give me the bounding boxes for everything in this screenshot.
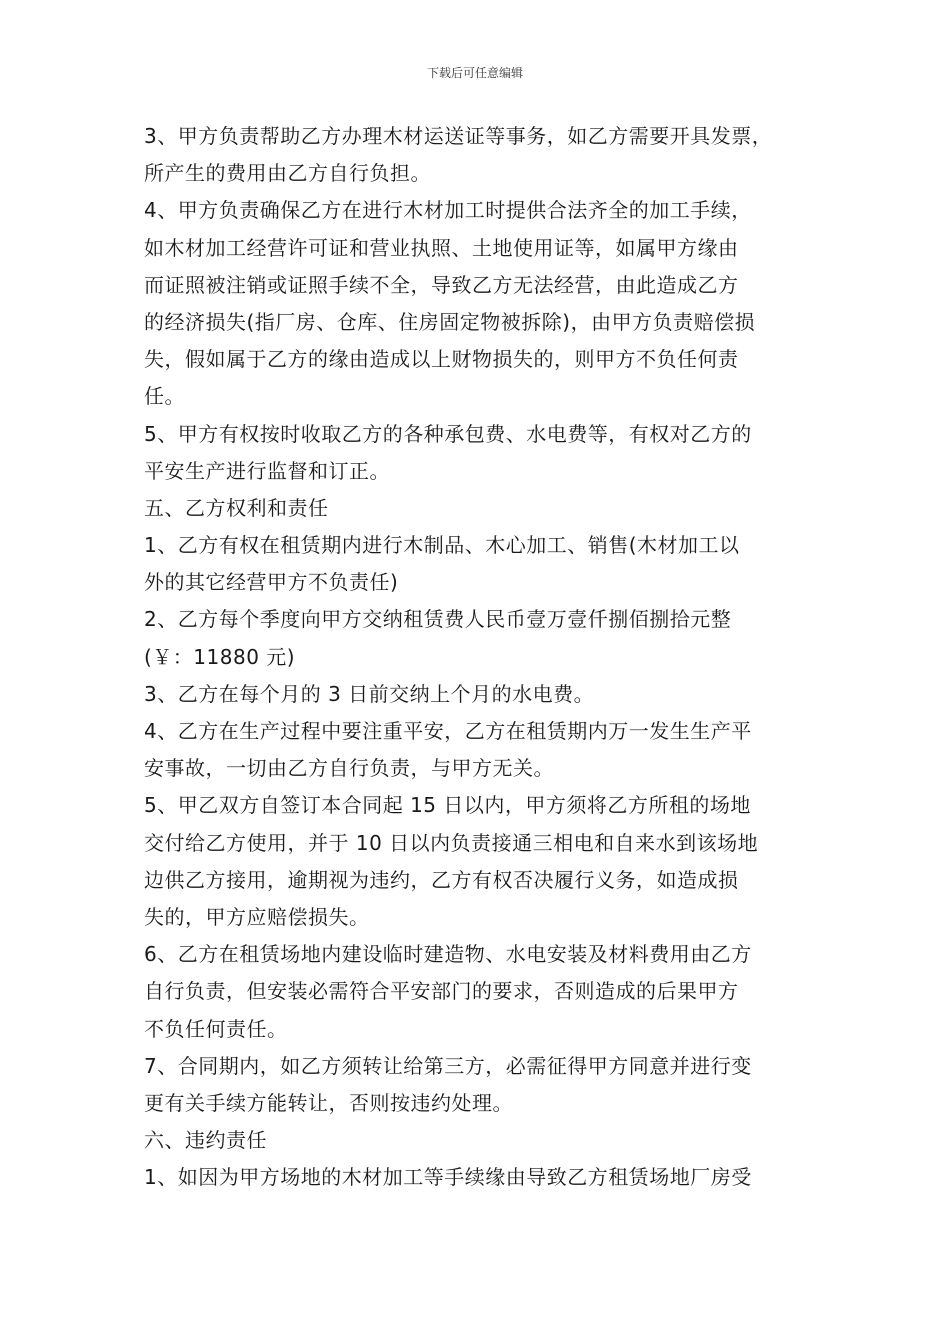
text-line: 7、合同期内，如乙方须转让给第三方，必需征得甲方同意并进行变 [144,1053,752,1078]
document-body [144,118,814,1196]
text-line: 的经济损失(指厂房、仓库、住房固定物被拆除)，由甲方负责赔偿损 [144,309,756,334]
page-header: 下载后可任意编辑 [426,66,523,80]
text-line: 3、甲方负责帮助乙方办理木材运送证等事务，如乙方需要开具发票， [144,124,773,148]
text-line: 任。 [144,384,185,409]
text-line: 更有关手续方能转让，否则按违约处理。 [144,1090,513,1115]
text-line: 6、乙方在租赁场地内建设临时建造物、水电安装及材料费用由乙方 [144,942,752,967]
text-line: 所产生的费用由乙方自行负担。 [144,161,431,186]
text-line: 失，假如属于乙方的缘由造成以上财物损失的，则甲方不负任何责 [144,347,739,372]
text-line: 5、甲乙双方自签订本合同起 15 日以内，甲方须将乙方所租的场地 [144,793,751,818]
text-line: 失的，甲方应赔偿损失。 [144,904,370,929]
text-line: (￥：11880 元) [144,644,296,669]
text-line: 安事故，一切由乙方自行负责，与甲方无关。 [144,756,554,781]
text-line: 4、甲方负责确保乙方在进行木材加工时提供合法齐全的加工手续， [144,198,752,223]
text-line: 2、乙方每个季度向甲方交纳租赁费人民币壹万壹仟捌佰捌拾元整 [144,607,732,632]
text-line: 交付给乙方使用，并于 10 日以内负责接通三相电和自来水到该场地 [144,830,759,855]
text-line: 1、乙方有权在租赁期内进行木制品、木心加工、销售(木材加工以 [144,533,740,558]
text-line: 边供乙方接用，逾期视为违约，乙方有权否决履行义务，如造成损 [144,867,739,892]
text-line: 外的其它经营甲方不负责任) [144,570,399,595]
text-line: 5、甲方有权按时收取乙方的各种承包费、水电费等，有权对乙方的 [144,421,752,446]
text-line: 不负任何责任。 [144,1016,288,1041]
text-line: 自行负责，但安装必需符合平安部门的要求，否则造成的后果甲方 [144,979,739,1004]
section-heading: 六、违约责任 [144,1128,267,1153]
section-heading: 五、乙方权利和责任 [144,495,329,520]
text-line: 而证照被注销或证照手续不全，导致乙方无法经营，由此造成乙方 [144,272,739,297]
text-line: 如木材加工经营许可证和营业执照、土地使用证等，如属甲方缘由 [144,235,739,260]
text-line: 3、乙方在每个月的 3 日前交纳上个月的水电费。 [144,681,595,706]
text-line: 平安生产进行监督和订正。 [144,458,390,483]
text-line: 1、如因为甲方场地的木材加工等手续缘由导致乙方租赁场地厂房受 [144,1165,752,1190]
text-line: 4、乙方在生产过程中要注重平安，乙方在租赁期内万一发生生产平 [144,719,752,743]
